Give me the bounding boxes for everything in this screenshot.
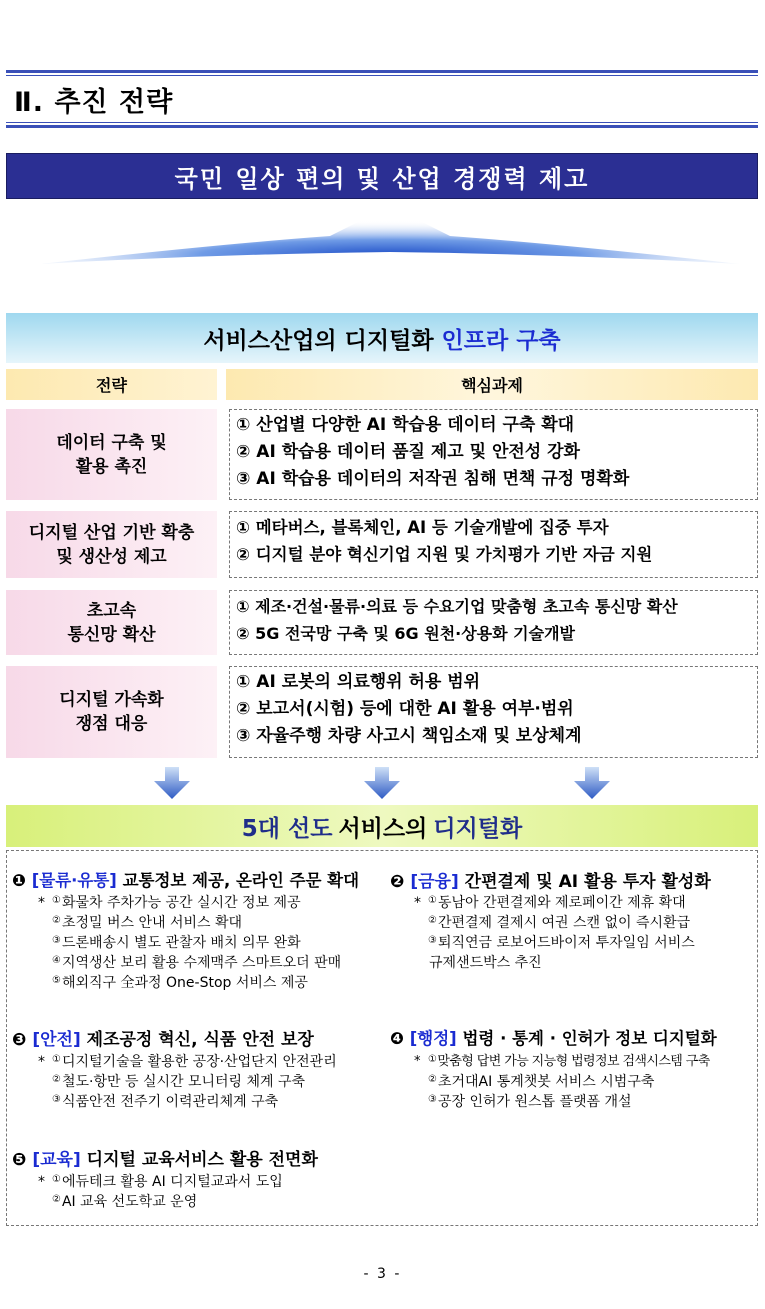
service-heading bbox=[12, 867, 359, 891]
task-box bbox=[229, 590, 758, 655]
service-item bbox=[414, 1072, 710, 1092]
task-item: ① 메타버스, 블록체인, AI 등 기술개발에 집중 투자 bbox=[236, 518, 609, 537]
item-number: ① bbox=[428, 895, 437, 906]
page-number: - 3 - bbox=[363, 1266, 402, 1282]
service-items bbox=[414, 893, 695, 973]
item-number: ③ bbox=[52, 935, 61, 946]
section-title: Ⅱ. 추진 전략 bbox=[14, 87, 174, 118]
service-item bbox=[38, 893, 341, 913]
service-item bbox=[38, 953, 341, 973]
task-box bbox=[229, 511, 758, 578]
task-item: ① 산업별 다양한 AI 학습용 데이터 구축 확대 bbox=[236, 415, 575, 435]
strategy-name-line: 쟁점 대응 bbox=[75, 714, 148, 734]
item-number: ② bbox=[52, 1074, 61, 1085]
item-number: ② bbox=[428, 1074, 437, 1085]
service-number: ❹ bbox=[390, 1029, 404, 1048]
item-number: ⑤ bbox=[52, 975, 61, 986]
item-text: AI 교육 선도학교 운영 bbox=[61, 1194, 198, 1210]
strategy-cell bbox=[6, 409, 217, 500]
item-number: ① bbox=[52, 1054, 61, 1065]
strategy-name-line: 활용 촉진 bbox=[75, 456, 148, 477]
service-heading bbox=[390, 1025, 717, 1049]
task-item: ③ 자율주행 차량 사고시 책임소재 및 보상체계 bbox=[236, 726, 582, 746]
item-number: ④ bbox=[52, 955, 61, 966]
service-items bbox=[414, 1052, 710, 1112]
infra-title bbox=[6, 313, 758, 363]
service-items bbox=[38, 893, 341, 993]
strategy-name-line: 디지털 산업 기반 확충 bbox=[28, 522, 195, 543]
service-number: ❶ bbox=[12, 871, 26, 890]
item-number: ③ bbox=[52, 1094, 61, 1105]
strategy-name-line: 데이터 구축 및 bbox=[56, 432, 167, 453]
down-arrow-icon bbox=[154, 767, 190, 799]
service-item bbox=[38, 1192, 283, 1212]
item-number: ③ bbox=[428, 1094, 437, 1105]
service-tag: [안전] bbox=[32, 1030, 81, 1050]
heading-rule-bottom bbox=[6, 125, 758, 128]
service-title: 법령 · 통계 · 인허가 정보 디지털화 bbox=[462, 1029, 717, 1048]
services-title-part: 5대 선도 bbox=[241, 815, 333, 842]
service-heading bbox=[390, 867, 711, 892]
service-number: ❷ bbox=[390, 872, 405, 892]
infra-title-highlight: 인프라 구축 bbox=[441, 327, 561, 354]
down-arrow-icon bbox=[364, 767, 400, 799]
bullet-marker: * bbox=[38, 895, 45, 911]
item-number: ③ bbox=[428, 935, 437, 946]
strategy-name-line: 디지털 가속화 bbox=[59, 690, 164, 710]
heading-rule-bottom-thin bbox=[6, 122, 758, 123]
service-tag: [금융] bbox=[410, 872, 459, 892]
task-item: ① 제조·건설·물류·의료 등 수요기업 맞춤형 초고속 통신망 확산 bbox=[236, 597, 678, 616]
service-title: 간편결제 및 AI 활용 투자 활성화 bbox=[464, 872, 711, 892]
service-item bbox=[38, 1092, 337, 1112]
item-number: ② bbox=[52, 1194, 61, 1205]
service-item bbox=[38, 1072, 337, 1092]
item-text: 드론배송시 별도 관찰자 배치 의무 완화 bbox=[61, 935, 301, 951]
service-item bbox=[38, 1052, 337, 1072]
service-title: 디지털 교육서비스 활용 전면화 bbox=[86, 1150, 318, 1170]
item-number: ② bbox=[52, 915, 61, 926]
bullet-marker: * bbox=[38, 1054, 45, 1070]
service-item bbox=[414, 933, 695, 953]
item-text: 간편결제 결제시 여권 스캔 없이 즉시환급 bbox=[437, 915, 691, 931]
service-number: ❺ bbox=[12, 1150, 27, 1170]
services-title-part: 서비스의 bbox=[338, 815, 428, 842]
services-title bbox=[6, 805, 758, 847]
heading-rule-top-thin bbox=[6, 75, 758, 76]
service-item bbox=[38, 913, 341, 933]
strategy-cell bbox=[6, 666, 217, 758]
service-tag: [행정] bbox=[409, 1029, 457, 1048]
item-text: 규제샌드박스 추진 bbox=[429, 955, 542, 971]
task-item: ③ AI 학습용 데이터의 저작권 침해 면책 규정 명확화 bbox=[236, 469, 630, 489]
service-item bbox=[414, 1052, 710, 1072]
item-text: 디지털기술을 활용한 공장·산업단지 안전관리 bbox=[61, 1054, 337, 1070]
item-text: 맞춤형 답변 가능 지능형 법령정보 검색시스템 구축 bbox=[437, 1054, 710, 1069]
item-text: 지역생산 보리 활용 수제맥주 스마트오더 판매 bbox=[61, 955, 342, 971]
item-text: 식품안전 전주기 이력관리체계 구축 bbox=[61, 1094, 279, 1110]
infra-title-prefix: 서비스산업의 디지털화 bbox=[203, 327, 434, 354]
item-text: 에듀테크 활용 AI 디지털교과서 도입 bbox=[61, 1174, 283, 1190]
strategy-name-line: 초고속 bbox=[86, 600, 137, 621]
task-item: ② 5G 전국망 구축 및 6G 원천·상용화 기술개발 bbox=[236, 624, 575, 643]
bullet-marker: * bbox=[414, 895, 421, 911]
up-arrow-icon bbox=[40, 204, 740, 270]
task-box bbox=[229, 666, 758, 758]
header-tasks: 핵심과제 bbox=[226, 369, 758, 400]
item-number: ① bbox=[428, 1054, 437, 1065]
item-number: ① bbox=[52, 895, 61, 906]
service-items bbox=[38, 1172, 283, 1212]
service-title: 교통정보 제공, 온라인 주문 확대 bbox=[122, 871, 360, 890]
item-text: 해외직구 全과정 One-Stop 서비스 제공 bbox=[61, 975, 308, 991]
item-number: ① bbox=[52, 1174, 61, 1185]
service-number: ❸ bbox=[12, 1030, 27, 1050]
item-text: 동남아 간편결제와 제로페이간 제휴 확대 bbox=[437, 895, 686, 911]
header-strategy: 전략 bbox=[6, 369, 217, 400]
service-item bbox=[38, 933, 341, 953]
item-text: 퇴직연금 로보어드바이저 투자일임 서비스 bbox=[437, 935, 695, 951]
service-item bbox=[414, 893, 695, 913]
service-item bbox=[414, 953, 695, 973]
service-heading bbox=[12, 1145, 318, 1170]
goal-banner bbox=[6, 153, 758, 199]
bullet-marker: * bbox=[414, 1054, 420, 1069]
item-text: 공장 인허가 원스톱 플랫폼 개설 bbox=[437, 1094, 632, 1110]
service-heading bbox=[12, 1025, 314, 1050]
item-text: 화물차 주차가능 공간 실시간 정보 제공 bbox=[61, 895, 301, 911]
service-item bbox=[38, 973, 341, 993]
item-text: 초거대AI 통계챗봇 서비스 시범구축 bbox=[437, 1074, 655, 1090]
goal-text: 국민 일상 편의 및 산업 경쟁력 제고 bbox=[174, 164, 590, 193]
service-item bbox=[414, 1092, 710, 1112]
task-item: ② 보고서(시험) 등에 대한 AI 활용 여부·범위 bbox=[236, 699, 574, 719]
heading-rule-top bbox=[6, 70, 758, 73]
bullet-marker: * bbox=[38, 1174, 45, 1190]
service-items bbox=[38, 1052, 337, 1112]
strategy-name-line: 및 생산성 제고 bbox=[56, 546, 167, 567]
strategy-cell bbox=[6, 590, 217, 655]
task-item: ② 디지털 분야 혁신기업 지원 및 가치평가 기반 자금 지원 bbox=[236, 545, 653, 564]
services-title-part: 디지털화 bbox=[433, 815, 523, 842]
service-item bbox=[38, 1172, 283, 1192]
task-item: ② AI 학습용 데이터 품질 제고 및 안전성 강화 bbox=[236, 442, 580, 462]
service-item bbox=[414, 913, 695, 933]
down-arrow-icon bbox=[574, 767, 610, 799]
item-text: 철도·항만 등 실시간 모니터링 체계 구축 bbox=[61, 1074, 306, 1090]
item-text: 초정밀 버스 안내 서비스 확대 bbox=[61, 915, 243, 931]
service-tag: [물류·유통] bbox=[31, 871, 117, 890]
task-item: ① AI 로봇의 의료행위 허용 범위 bbox=[236, 672, 481, 692]
item-number: ② bbox=[428, 915, 437, 926]
task-box bbox=[229, 409, 758, 500]
strategy-cell bbox=[6, 511, 217, 578]
service-tag: [교육] bbox=[32, 1150, 81, 1170]
service-title: 제조공정 혁신, 식품 안전 보장 bbox=[86, 1030, 314, 1050]
strategy-name-line: 통신망 확산 bbox=[67, 624, 156, 645]
